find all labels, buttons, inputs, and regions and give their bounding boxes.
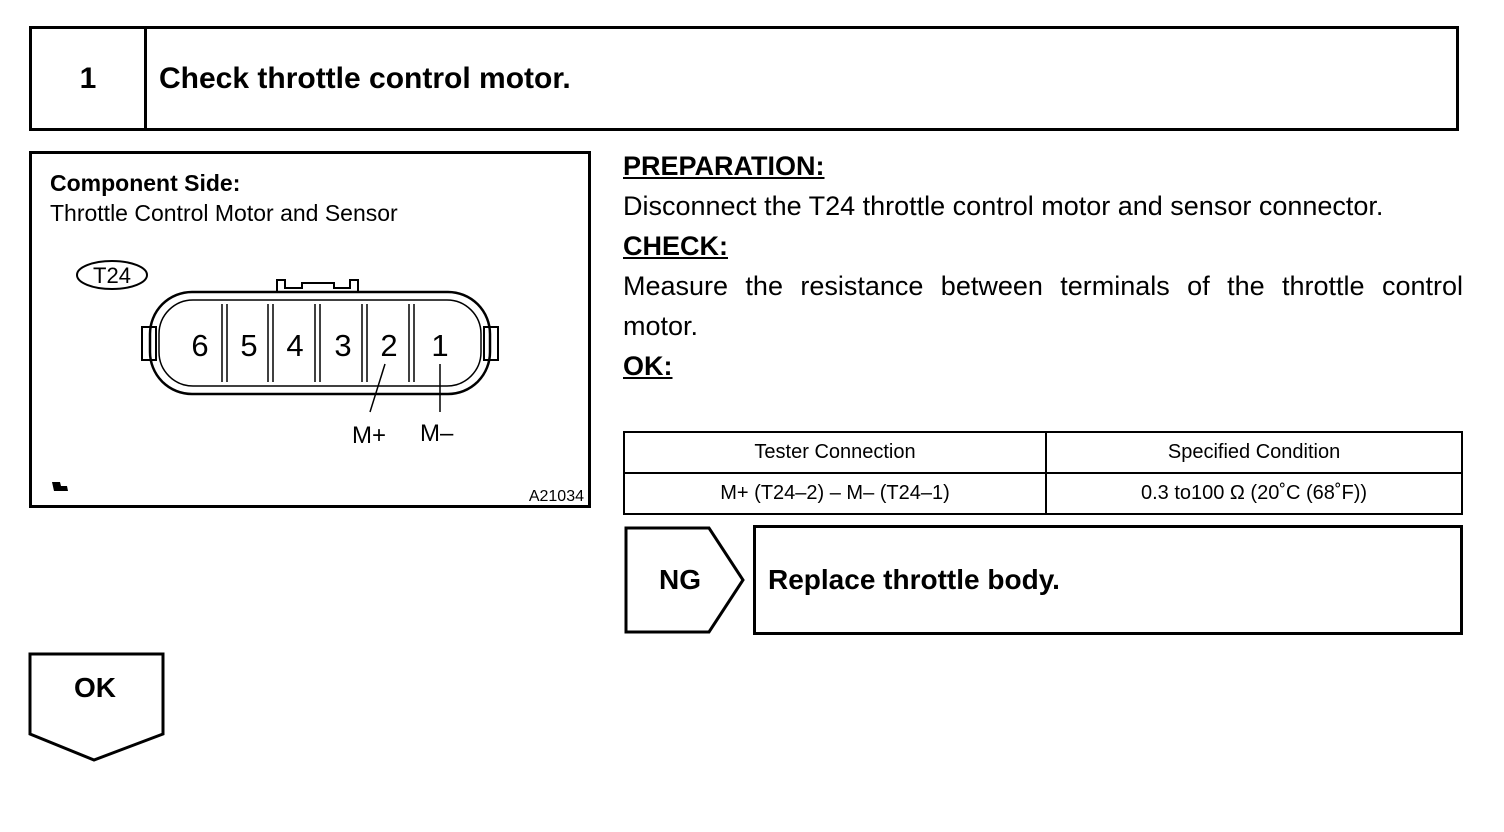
ng-label: NG — [659, 564, 701, 595]
connector-latch — [277, 280, 358, 292]
preparation-heading: PREPARATION: — [623, 151, 825, 181]
diagram-subheading: Throttle Control Motor and Sensor — [50, 200, 398, 226]
table-row — [624, 473, 1462, 514]
figure-code: A21034 — [528, 488, 584, 505]
table-header-row — [624, 432, 1462, 473]
table-header: Tester Connection — [624, 432, 1046, 473]
step-title: Check throttle control motor. — [159, 61, 571, 95]
instructions — [623, 146, 1463, 386]
ng-action: Replace throttle body. — [753, 525, 1463, 635]
publisher-mark — [52, 482, 68, 491]
terminal-1: 1 — [431, 328, 449, 363]
spec-table — [623, 431, 1463, 515]
leader-m-plus — [370, 364, 385, 412]
table-cell: M+ (T24–2) – M– (T24–1) — [624, 473, 1046, 514]
ng-branch — [623, 525, 1463, 635]
pin-label-m-plus: M+ — [352, 422, 387, 449]
preparation-text: Disconnect the T24 throttle control motor and sensor connector. — [623, 191, 1384, 221]
check-heading: CHECK: — [623, 231, 728, 261]
diagram-heading: Component Side: — [50, 170, 241, 196]
terminal-5: 5 — [240, 328, 258, 363]
ok-arrow-shape — [28, 652, 166, 762]
ok-label: OK — [74, 672, 116, 703]
terminal-6: 6 — [191, 328, 209, 363]
terminal-2: 2 — [380, 328, 398, 363]
step-header — [29, 26, 1459, 131]
ok-heading: OK: — [623, 351, 673, 381]
pin-label-m-minus: M– — [420, 420, 454, 447]
table-cell: 0.3 to100 Ω (20˚C (68˚F)) — [1046, 473, 1462, 514]
check-text: Measure the resistance between terminals of the throttle control motor. — [623, 271, 1463, 341]
connector-id: T24 — [93, 263, 131, 288]
table-header: Specified Condition — [1046, 432, 1462, 473]
connector-diagram — [29, 151, 591, 508]
step-number: 1 — [32, 29, 147, 128]
terminal-3: 3 — [334, 328, 352, 363]
connector-drawing — [32, 154, 588, 505]
terminal-4: 4 — [286, 328, 304, 363]
ok-branch — [28, 652, 166, 762]
